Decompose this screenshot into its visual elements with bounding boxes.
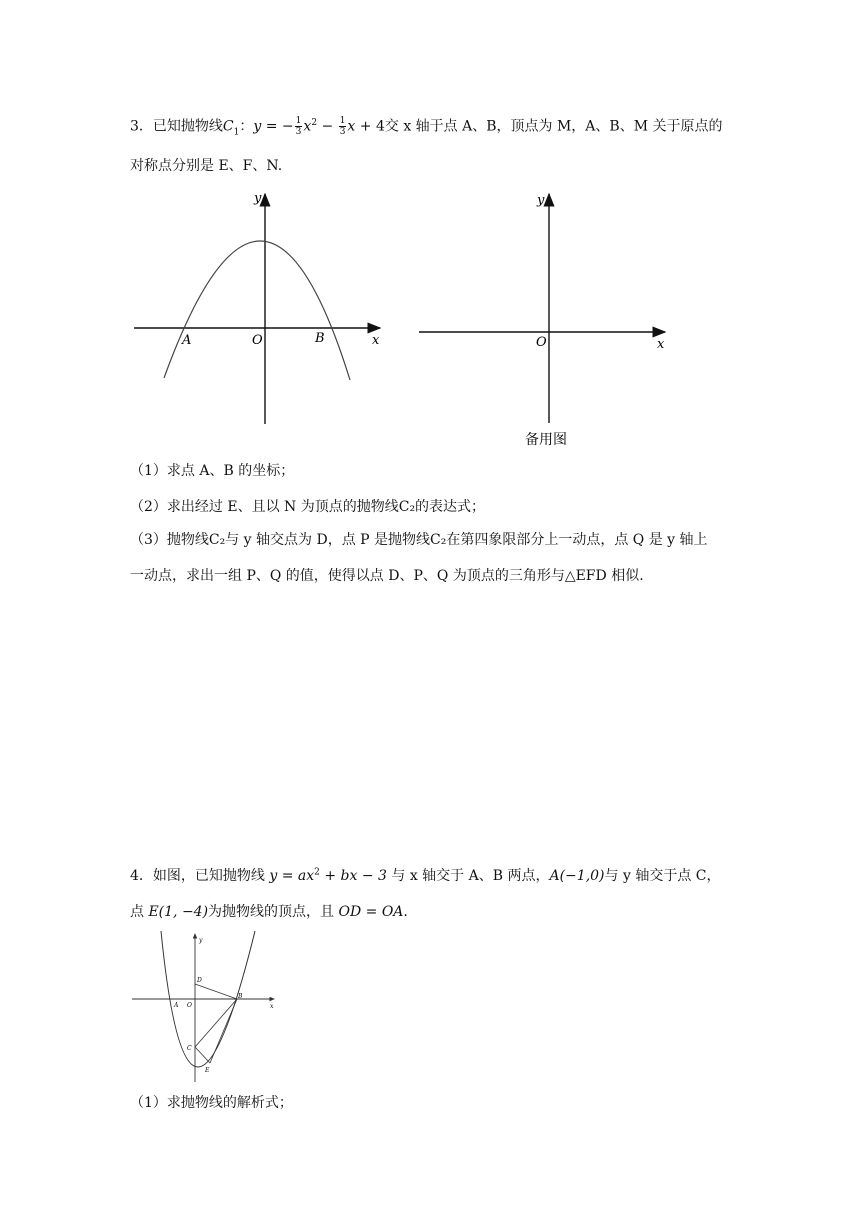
problem4-figure [130,928,280,1084]
problem3-number: 3． [130,118,153,135]
problem4-line1 [130,866,721,886]
segment-eb [210,999,237,1063]
problem4-eq: y = ax [269,868,315,884]
problem4-text-b: 与 x 轴交于 A、B 两点， [386,868,550,884]
point-b-label: B [238,993,243,1000]
problem4-text-d: 点 [130,904,149,920]
point-b-label: B [315,331,325,346]
point-a-label: A [174,1002,179,1009]
problem4-line2 [130,902,408,922]
problem4-point-a: A(−1,0) [549,868,605,884]
x-label: x [657,337,665,352]
x-label: x [372,333,380,348]
curve-c-sub: 1 [233,127,240,138]
parabola-curve [164,241,350,380]
problem3-intro-line [130,116,723,137]
eq-square: 2 [311,117,318,128]
y-label: y [199,937,203,944]
point-a-label: A [182,333,192,348]
origin-label: O [187,1002,192,1009]
problem3-question-2: （2）求出经过 E、且以 N 为顶点的抛物线C₂的表达式； [130,499,486,515]
colon: ： [239,118,254,135]
eq-minus: − [317,118,338,135]
problem3-question-1: （1）求点 A、B 的坐标； [130,463,295,479]
segment-ce [195,1047,210,1063]
problem3-figure-blank-axes [415,188,675,450]
problem3-intro-a: 已知抛物线 [152,118,223,135]
curve-c-name: C [222,118,234,135]
origin-label: O [252,333,263,348]
eq-eq: = − [261,118,294,135]
eq-x: x [347,118,356,135]
problem4-eq2: + bx − 3 [319,868,387,884]
eq-tail: + 4 [355,118,385,135]
origin-label: O [536,335,547,350]
eq-y: y [253,118,262,135]
problem4-eq-od: OD = OA [338,904,404,920]
eq-x2: x [303,118,312,135]
fraction-2: $\frac{1}{3}$ [339,116,346,137]
segment-cb [195,999,237,1047]
point-e-label: E [205,1067,210,1074]
problem3-question-3-line1: （3）抛物线C₂与 y 轴交点为 D，点 P 是抛物线C₂在第四象限部分上一动点，点 Q 是 y 轴上 [130,532,708,548]
x-label: x [270,1003,274,1010]
problem4-text-a: 如图，已知抛物线 [152,868,270,884]
y-label: y [537,193,545,208]
problem3-question-3-line2: 一动点，求出一组 P、Q 的值，使得以点 D、P、Q 为顶点的三角形与△EFD 相似. [130,568,644,584]
segment-db [195,984,237,999]
problem4-point-e: E(1, −4) [148,904,209,920]
fraction-1: $\frac{1}{3}$ [295,116,302,137]
point-d-label: D [197,977,202,984]
point-c-label: C [187,1045,192,1052]
figure-caption: 备用图 [525,432,567,448]
problem4-text-e: 为抛物线的顶点，且 [208,904,339,920]
problem4-eq-square: 2 [314,867,320,878]
problem4-text-f: . [403,904,408,920]
problem4-text-c: 与 y 轴交于点 C， [604,868,721,884]
problem3-figure-parabola [130,188,390,428]
problem3-line2: 对称点分别是 E、F、N. [130,158,283,174]
problem4-question-1: （1）求抛物线的解析式； [130,1095,293,1111]
problem3-intro-b: 交 x 轴于点 A、B，顶点为 M，A、B、M 关于原点的 [384,118,723,135]
y-label: y [254,191,262,206]
problem4-number: 4． [130,868,153,884]
